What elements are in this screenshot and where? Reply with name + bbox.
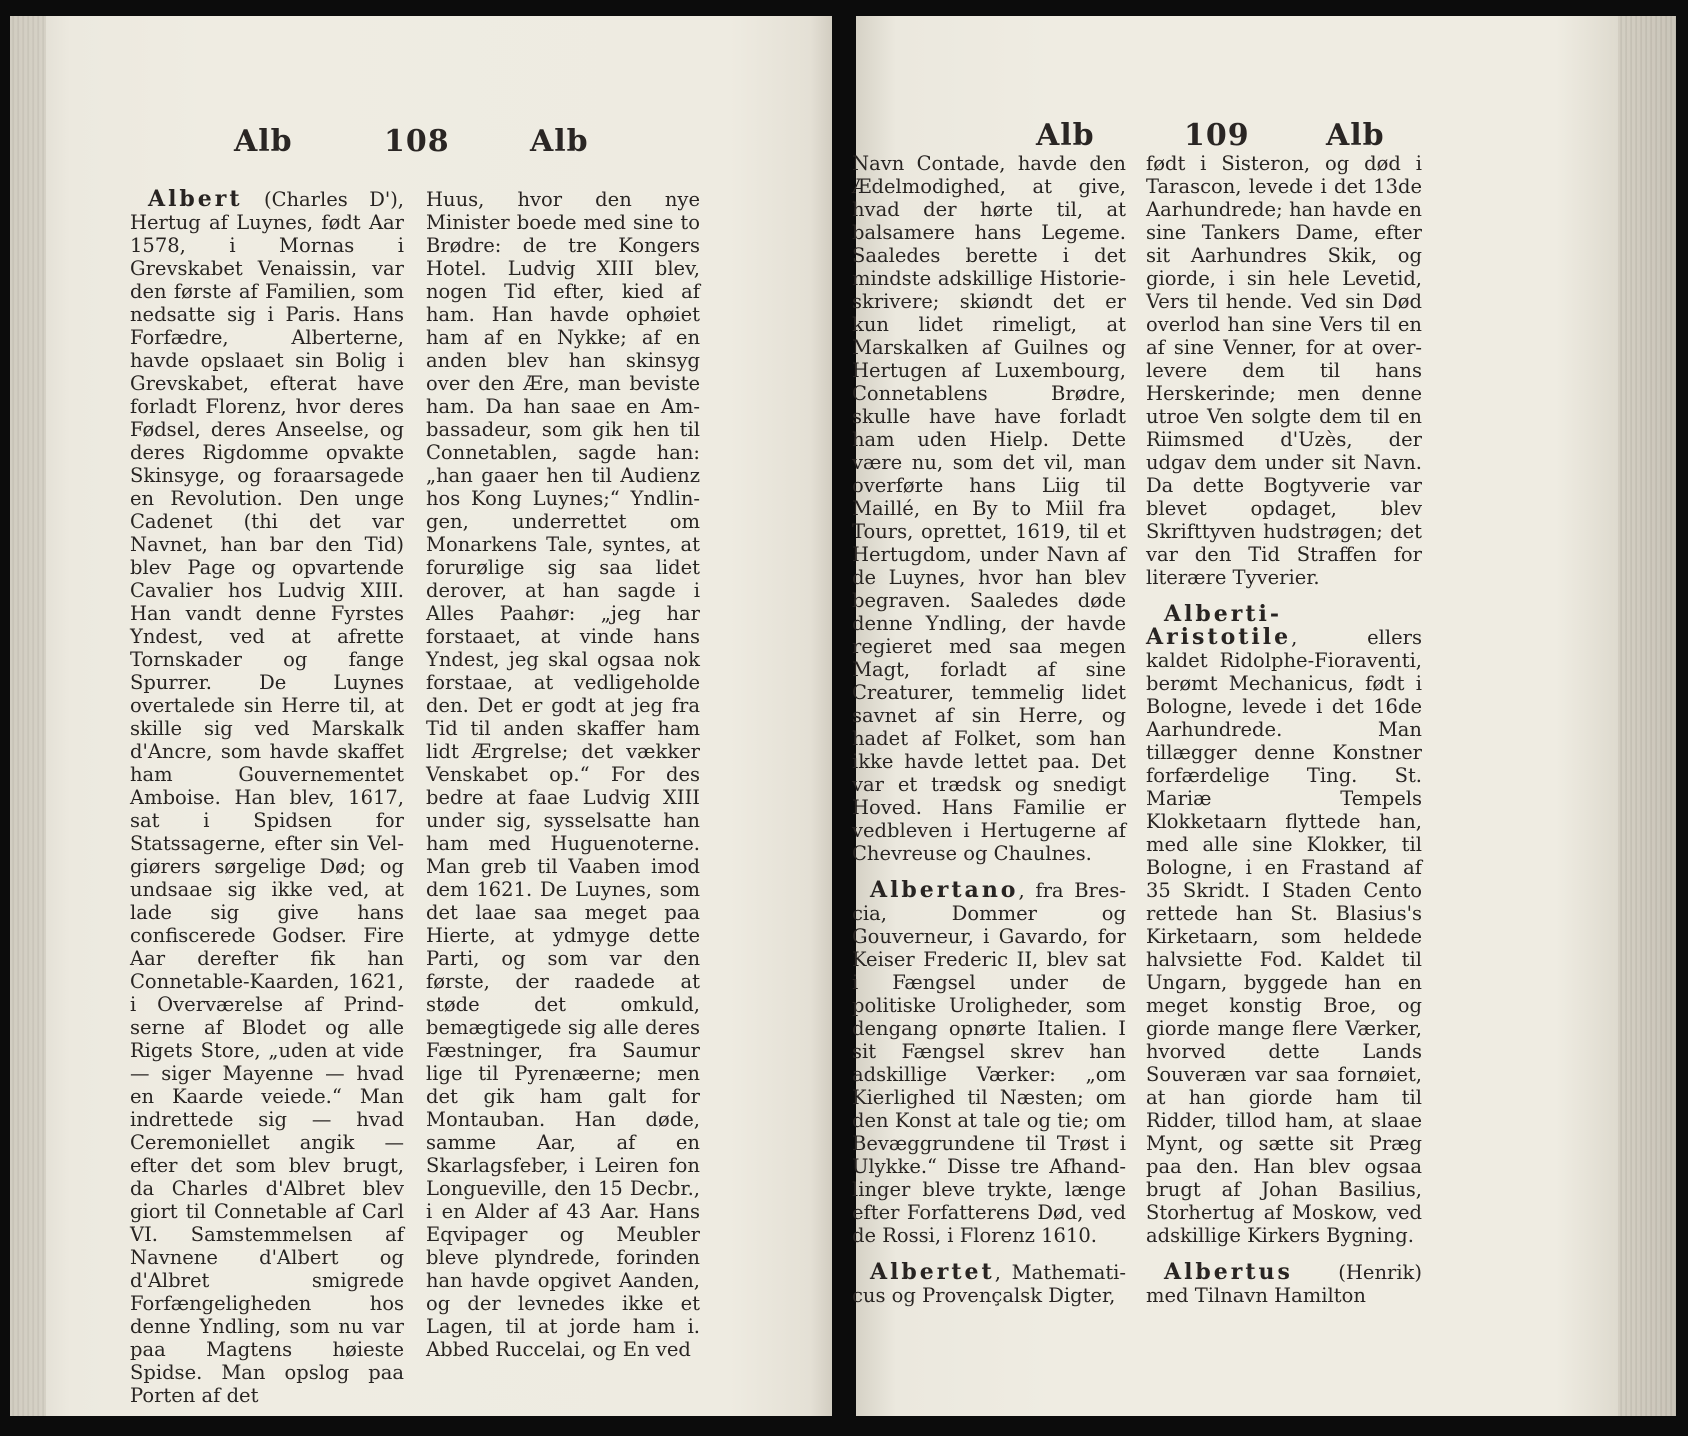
entry-headword: Alberti-Aristotile (1146, 601, 1292, 650)
entry-text: (Henrik) med Tilnavn Hamilton (1146, 1261, 1422, 1307)
entry-text: Navn Contade, havde den Ædelmodighed, at give, hvad der hørte til, at balsamere hans Legeme. Saaledes berette i det mindste adskillige Historieskrivere; skiøndt det er kun lidet rimeligt, at Marskalken af Guilnes og Hertugen af Luxembourg, Connetablens Brødre, skulle have have forladt ham uden Hielp. Dette være nu, som det vil, man overførte hans Liig til Maillé, en By to Miil fra Tours, oprettet, 1619, til et Hertugdom, under Navn af de Luynes, hvor han blev begraven. Saaledes døde denne Yndling, der havde regieret med saa megen Magt, forladt af sine Creaturer, temmelig lidet savnet af sin Herre, og hadet af Folket, som han ikke havde lettet paa. Det var et trædsk og snedigt Hoved. Hans Familie er vedbleven i Hertugerne af Chevreuse og Chaulnes. (852, 152, 1126, 865)
entry-continued (1146, 152, 1422, 589)
left-column-2 (426, 188, 700, 1361)
left-column-1 (130, 188, 404, 1407)
entry-headword: Albertus (1164, 1259, 1293, 1285)
entry-albert (130, 188, 404, 1407)
header-left-keyword: Alb (234, 124, 293, 159)
entry-text: født i Sisteron, og død i Tarascon, levede i det 13de Aarhundrede; han havde en sine Tankers Dame, efter sit Aarhundres Skik, og giorde, i sin hele Levetid, Vers til hende. Ved sin Død overlod han sine Vers til en af sine Venner, for at overlevere dem til hans Herskerinde; men denne utroe Ven solgte dem til en Riimsmed d'Uzès, der udgav dem under sit Navn. Da dette Bogtyverie var blevet opdaget, blev Skrifttyven hudstrøgen; det var den Tid Straffen for literære Tyverier. (1146, 152, 1422, 589)
entry-albertus (1146, 1261, 1422, 1307)
header-left-keyword: Alb (1036, 118, 1095, 153)
header-right-keyword: Alb (530, 124, 589, 159)
entry-continued (852, 152, 1126, 865)
right-column-2 (1146, 152, 1422, 1307)
page-edges-left (10, 16, 46, 1416)
right-column-1 (852, 152, 1126, 1307)
left-page (10, 16, 832, 1416)
entry-headword: Albertet (870, 1259, 995, 1285)
continued-text: Huus, hvor den nye Minister boede med sine to Brødre: de tre Kongers Hotel. Ludvig XIII blev, nogen Tid efter, kied af ham. Han havde ophøiet ham af en Nykke; af en anden blev han skinsyg over den Ære, man beviste ham. Da han saae en Ambassadeur, som gik hen til Connetablen, sagde han: „han gaaer hen til Audienz hos Kong Luynes;“ Yndlingen, underrettet om Monarkens Tale, syntes, at forurølige sig saa lidet derover, at han sagde i Alles Paahør: „jeg har forstaaet, at vinde hans Yndest, jeg skal ogsaa nok forstaae, at vedligeholde den. Det er godt at jeg fra Tid til anden skaffer ham lidt Ærgrelse; det vækker Venskabet op.“ For des bedre at faae Ludvig XIII under sig, sysselsatte han ham med Huguenoterne. Man greb til Vaaben imod dem 1621. De Luynes, som det laae saa meget paa Hierte, at ydmyge dette Parti, og som var den første, der raadede at støde det omkuld, bemægtigede sig alle deres Fæstninger, fra Saumur lige til Pyrenæerne; men det gik ham galt for Montauban. Han døde, samme Aar, af en Skarlagsfeber, i Leiren fon Longueville, den 15 Decbr., i en Alder af 43 Aar. Hans Eqvipager og Meubler bleve plyndrede, forinden han havde opgivet Aanden, og der levnedes ikke et Lagen, til at jorde ham i. Abbed Ruccelai, og En ved (426, 188, 700, 1361)
entry-albertet (852, 1261, 1126, 1307)
entry-alberti-aristotile (1146, 603, 1422, 1247)
entry-text: , fra Brescia, Dommer og Gouverneur, i Gavardo, for Keiser Frederic II, blev sat i Fængsel under de politiske Uroligheder, som dengang opnørte Italien. I sit Fængsel skrev han adskillige Værker: „om Kierlighed til Næsten; om den Konst at tale og tie; om Bevæggrundene til Trøst i Ulykke.“ Disse tre Afhandlinger bleve trykte, længe efter Forfatterens Død, ved de Rossi, i Florenz 1610. (852, 879, 1126, 1247)
page-number: 109 (1184, 118, 1250, 153)
entry-albertano (852, 879, 1126, 1247)
header-right-keyword: Alb (1326, 118, 1385, 153)
right-page (852, 16, 1676, 1416)
page-number: 108 (384, 124, 450, 159)
entry-text: , ellers kaldet Ridolphe-Fioraventi, berømt Mechanicus, født i Bologne, levede i det 16de Aarhundrede. Man tillægger denne Konstner forfærdelige Ting. St. Mariæ Tempels Klokketaarn flyttede han, med alle sine Klokker, til Bologne, i en Frastand af 35 Skridt. I Staden Cento rettede han St. Blasius's Kirketaarn, som heldede halvsiette Fod. Kaldet til Ungarn, byggede han en meget konstig Broe, og giorde mange flere Værker, hvorved dette Lands Souveræn var saa fornøiet, at han giorde ham til Ridder, tillod ham, at slaae Mynt, og sætte sit Præg paa den. Han blev ogsaa brugt af Johan Basilius, Storhertug af Moskow, ved adskillige Kirkers Bygning. (1146, 626, 1422, 1247)
entry-headword: Albert (148, 186, 243, 212)
entry-text: , Mathematicus og Provençalsk Digter, (852, 1261, 1126, 1307)
entry-headword: Albertano (870, 877, 1019, 903)
entry-text: (Charles D'), Hertug af Luynes, født Aar 1578, i Mornas i Grevskabet Venaissin, var den første af Familien, som nedsatte sig i Paris. Hans Forfædre, Alberterne, havde opslaaet sin Bolig i Grevskabet, efterat have forladt Florenz, hvor deres Fødsel, deres Anseelse, og deres Rigdomme opvakte Skinsyge, og foraarsagede en Revolution. Den unge Cadenet (thi det var Navnet, han bar den Tid) blev Page og opvartende Cavalier hos Ludvig XIII. Han vandt denne Fyrstes Yndest, ved at afrette Tornskader og fange Spurrer. De Luynes overtalede sin Herre til, at skille sig ved Marskalk d'Ancre, som havde skaffet ham Gouvernementet Amboise. Han blev, 1617, sat i Spidsen for Statssagerne, efter sin Velgiørers sørgelige Død; og undsaae sig ikke ved, at lade sig give hans confiscerede Godser. Fire Aar derefter fik han Connetable-Kaarden, 1621, i Overværelse af Prindserne af Blodet og alle Rigets Store, „uden at vide — siger Mayenne — hvad en Kaarde veiede.“ Man indrettede sig — hvad Ceremoniellet angik — efter det som blev brugt, da Charles d'Albret blev giort til Connetable af Carl VI. Samstemmelsen af Navnene d'Albert og d'Albret smigrede Forfængeligheden hos denne Yndling, som nu var paa Magtens høieste Spidse. Man opslog paa Porten af det (130, 188, 404, 1407)
page-edges-right (1618, 16, 1676, 1416)
